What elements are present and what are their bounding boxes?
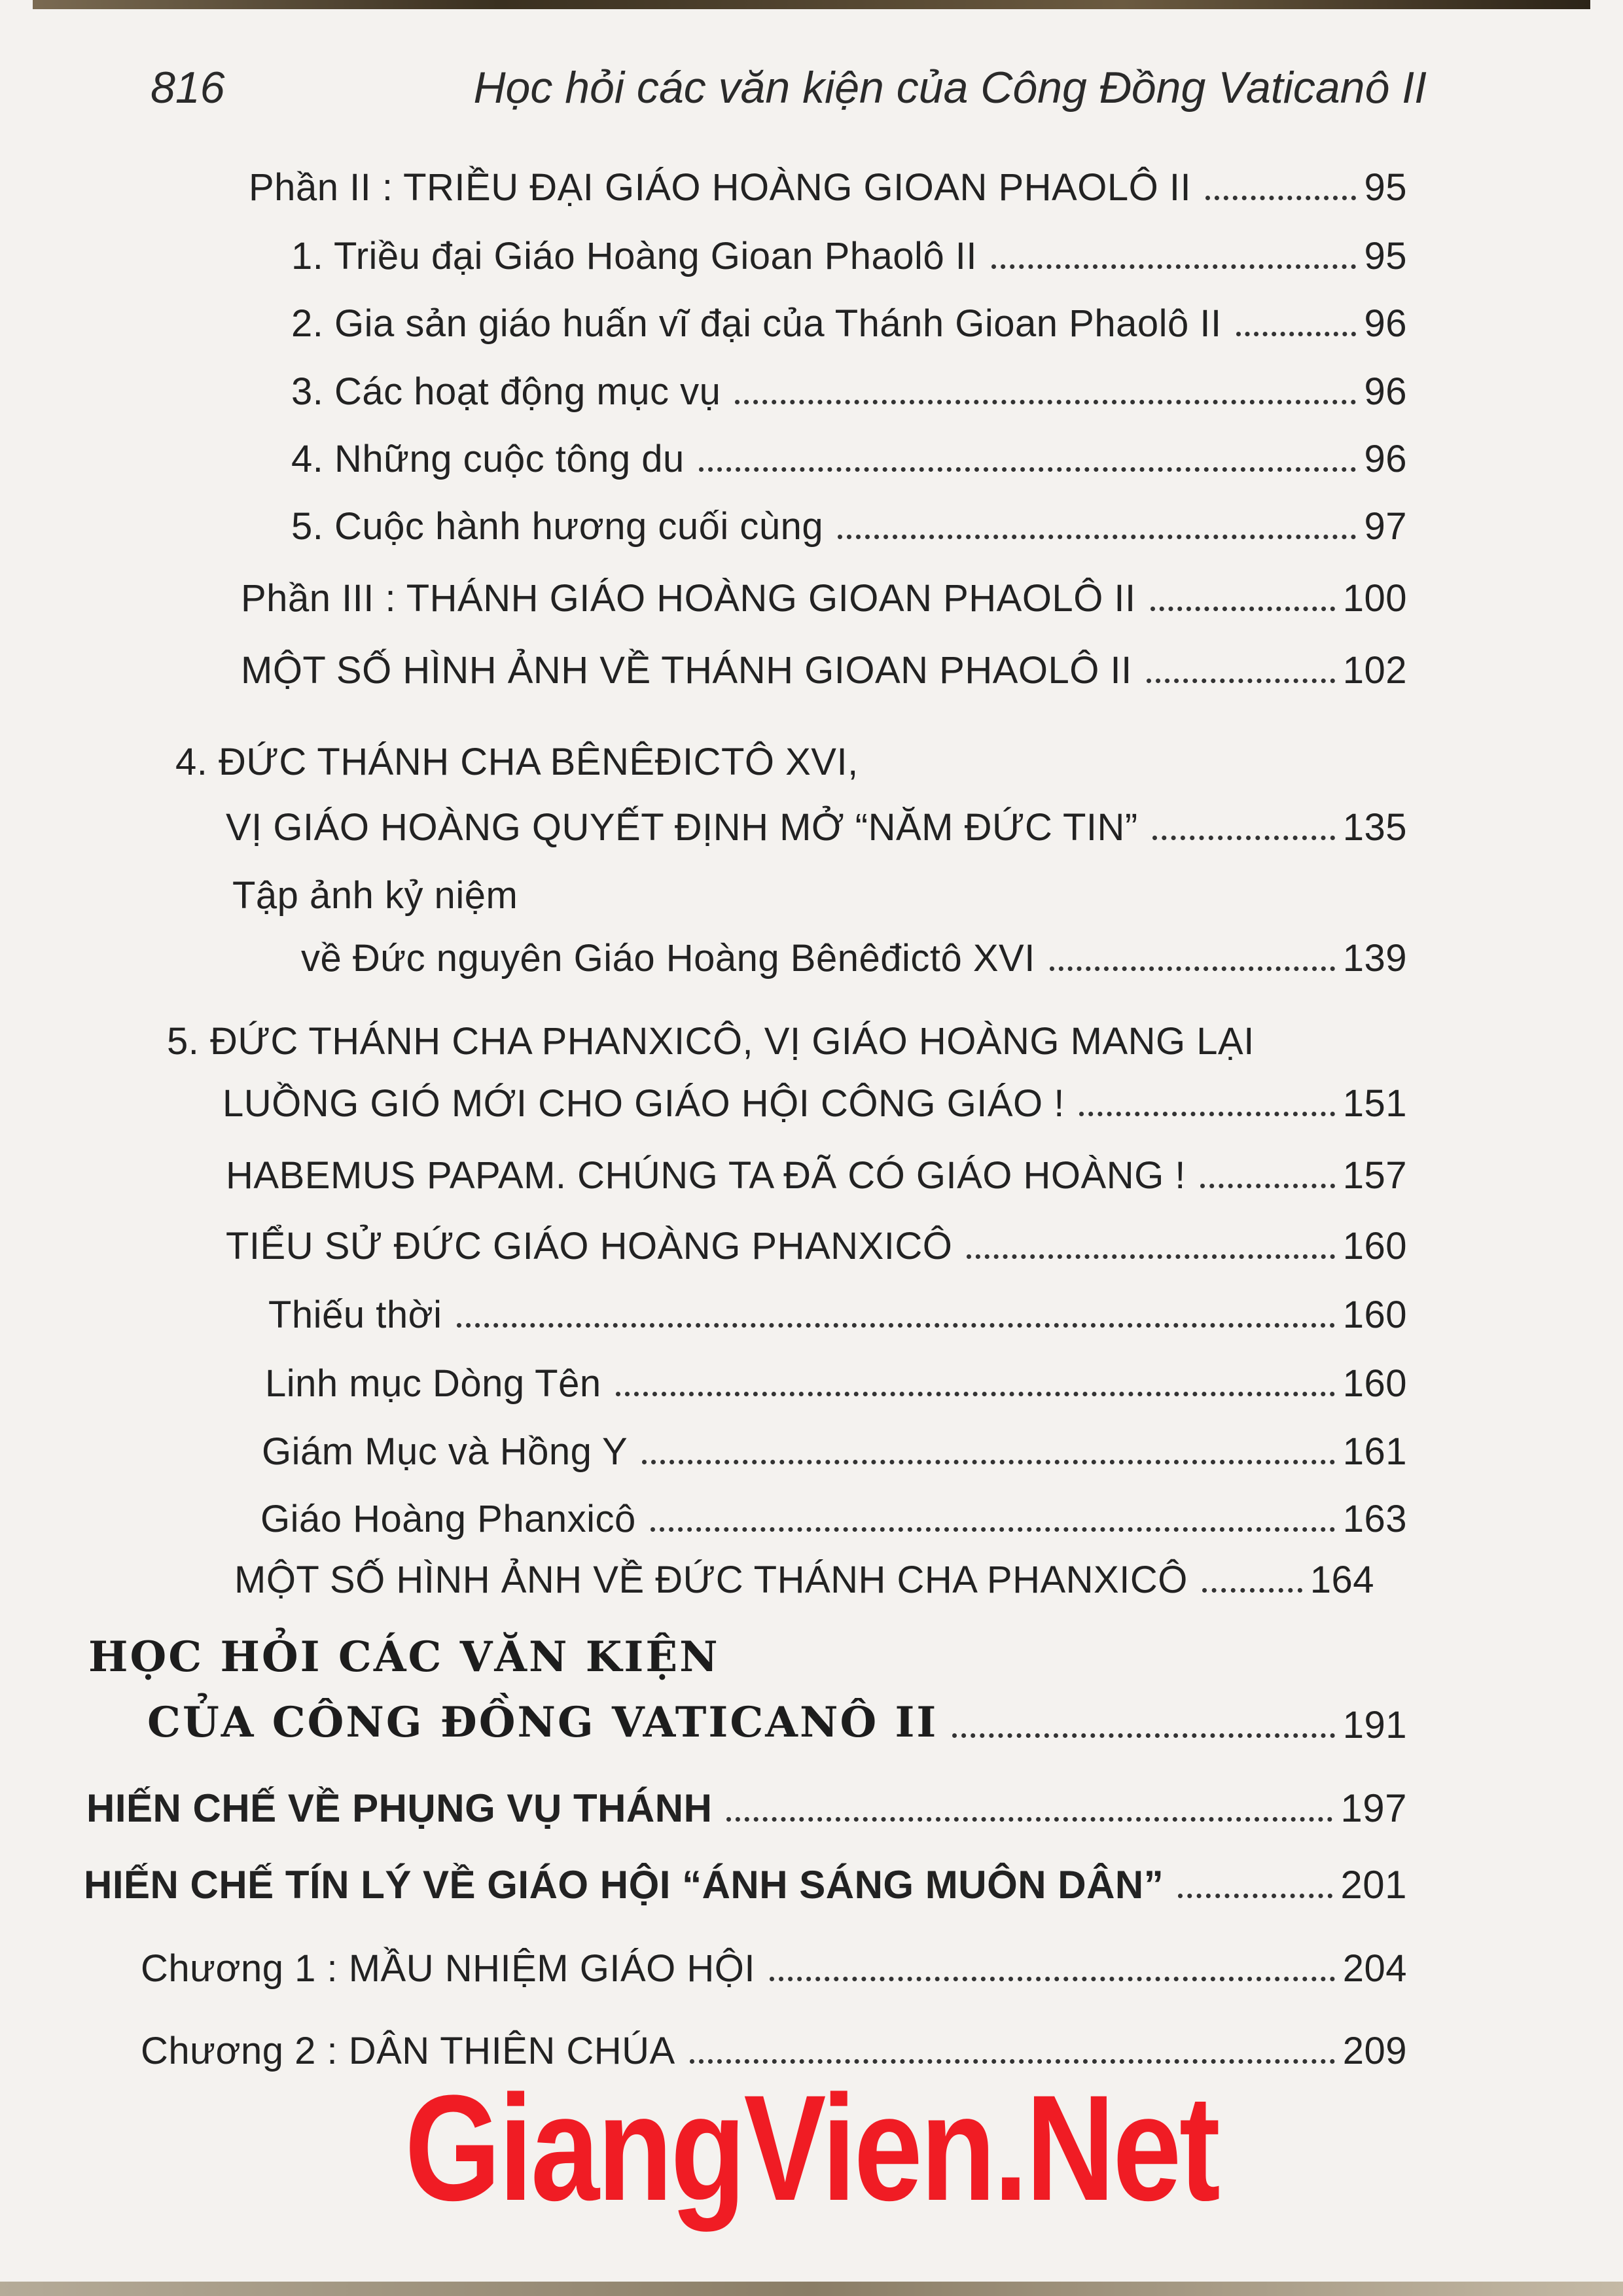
dot-leader: [1150, 607, 1335, 611]
toc-entry: [226, 797, 1407, 849]
toc-entry-page: 201: [1340, 1863, 1407, 1907]
toc-entry-page: 151: [1342, 1082, 1407, 1125]
toc-entry-title: 2. Gia sản giáo huấn vĩ đại của Thánh Gioan Phaolô II: [291, 302, 1222, 345]
toc-entry: [175, 732, 1407, 784]
toc-entry-title: 4. Những cuộc tông du: [291, 438, 685, 480]
toc-entry: [226, 1145, 1407, 1197]
dot-leader: [699, 467, 1357, 472]
dot-leader: [991, 264, 1356, 269]
toc-entry-title: LUỒNG GIÓ MỚI CHO GIÁO HỘI CÔNG GIÁO !: [223, 1082, 1065, 1125]
dot-leader: [726, 1817, 1332, 1822]
toc-entry: [232, 865, 1407, 917]
toc-entry-page: 161: [1342, 1430, 1407, 1473]
dot-leader: [457, 1323, 1335, 1328]
toc-entry-title: về Đức nguyên Giáo Hoàng Bênêđictô XVI: [301, 937, 1035, 980]
toc-entry-title: TIỂU SỬ ĐỨC GIÁO HOÀNG PHANXICÔ: [226, 1225, 953, 1267]
page-number: 816: [151, 63, 225, 113]
toc-entry: [291, 361, 1407, 414]
dot-leader: [1200, 1184, 1335, 1188]
toc-entry: [301, 928, 1407, 980]
toc-entry-title: Thiếu thời: [268, 1294, 442, 1336]
toc-entry-page: 135: [1342, 806, 1407, 849]
page-bottom-edge: [0, 2282, 1623, 2296]
dot-leader: [770, 1977, 1335, 1981]
toc-entry-page: 100: [1342, 577, 1407, 620]
toc-entry-title: 3. Các hoạt động mục vụ: [291, 370, 721, 413]
toc-entry: [141, 1938, 1407, 1990]
toc-entry: [241, 640, 1407, 692]
dot-leader: [1147, 679, 1335, 683]
toc-entry-title: 5. ĐỨC THÁNH CHA PHANXICÔ, VỊ GIÁO HOÀNG MANG LẠI: [167, 1020, 1255, 1063]
toc-entry-title: Tập ảnh kỷ niệm: [232, 874, 518, 917]
toc-entry: [265, 1353, 1407, 1405]
toc-entry: [226, 1216, 1407, 1268]
toc-entry-page: 209: [1342, 2030, 1407, 2072]
toc-entry-title: MỘT SỐ HÌNH ẢNH VỀ ĐỨC THÁNH CHA PHANXICÔ: [234, 1559, 1188, 1601]
toc-entry-title: HIẾN CHẾ TÍN LÝ VỀ GIÁO HỘI “ÁNH SÁNG MUÔN DÂN”: [84, 1863, 1164, 1907]
dot-leader: [1050, 966, 1335, 971]
dot-leader: [616, 1392, 1335, 1396]
toc-entry: [291, 293, 1407, 345]
toc-entry-page: 95: [1364, 235, 1407, 277]
toc-entry-page: 204: [1342, 1947, 1407, 1990]
dot-leader: [1202, 1588, 1302, 1593]
dot-leader: [1152, 836, 1335, 840]
toc-entry-title: Chương 2 : DÂN THIÊN CHÚA: [141, 2030, 675, 2072]
toc-entry-title: Linh mục Dòng Tên: [265, 1362, 601, 1405]
toc-entry: [249, 157, 1407, 209]
toc-entry: [223, 1073, 1407, 1125]
dot-leader: [735, 400, 1356, 404]
toc-entry-page: 96: [1364, 370, 1407, 413]
toc-entry: [268, 1284, 1407, 1337]
toc-entry-title: CỦA CÔNG ĐỒNG VATICANÔ II: [147, 1698, 938, 1747]
toc-entry-page: 96: [1364, 302, 1407, 345]
toc-entry-title: Giám Mục và Hồng Y: [262, 1430, 628, 1473]
toc-entry-page: 160: [1342, 1294, 1407, 1336]
toc-entry-page: 157: [1342, 1154, 1407, 1197]
toc-entry: [291, 496, 1407, 548]
page-top-edge: [33, 0, 1590, 9]
toc-entry-page: 191: [1342, 1704, 1407, 1746]
dot-leader: [1236, 332, 1357, 336]
section-heading: HỌC HỎI CÁC VĂN KIỆN: [88, 1633, 720, 1682]
toc-entry: [241, 568, 1407, 620]
toc-entry: [147, 1695, 1407, 1747]
toc-entry-title: VỊ GIÁO HOÀNG QUYẾT ĐỊNH MỞ “NĂM ĐỨC TIN”: [226, 806, 1138, 849]
toc-entry: [291, 226, 1407, 278]
toc-entry-page: 96: [1364, 438, 1407, 480]
dot-leader: [1079, 1112, 1335, 1116]
toc-entry-title: 1. Triều đại Giáo Hoàng Gioan Phaolô II: [291, 235, 978, 277]
toc-entry-page: 164: [1310, 1559, 1374, 1601]
toc-entry: [84, 1855, 1407, 1907]
toc-entry: [260, 1489, 1407, 1541]
toc-entry-title: HABEMUS PAPAM. CHÚNG TA ĐÃ CÓ GIÁO HOÀNG !: [226, 1154, 1186, 1197]
running-title: Học hỏi các văn kiện của Công Đồng Vaticanô II: [473, 63, 1427, 113]
dot-leader: [1205, 196, 1356, 200]
toc-entry: [167, 1011, 1407, 1063]
dot-leader: [642, 1460, 1335, 1464]
toc-entry-title: Chương 1 : MẦU NHIỆM GIÁO HỘI: [141, 1947, 755, 1990]
toc-entry: [234, 1549, 1374, 1602]
dot-leader: [1178, 1894, 1332, 1898]
toc-entry-title: 5. Cuộc hành hương cuối cùng: [291, 505, 824, 548]
toc-entry-title: HIẾN CHẾ VỀ PHỤNG VỤ THÁNH: [86, 1786, 713, 1830]
toc-entry-title: Giáo Hoàng Phanxicô: [260, 1498, 636, 1540]
toc-entry: [291, 429, 1407, 481]
toc-entry-page: 160: [1342, 1225, 1407, 1267]
toc-entry-title: 4. ĐỨC THÁNH CHA BÊNÊĐICTÔ XVI,: [175, 741, 859, 783]
dot-leader: [967, 1254, 1334, 1259]
toc-entry-page: 197: [1340, 1786, 1407, 1830]
toc-entry-title: Phần III : THÁNH GIÁO HOÀNG GIOAN PHAOLÔ II: [241, 577, 1136, 620]
toc-entry-page: 95: [1364, 166, 1407, 209]
toc-entry-page: 160: [1342, 1362, 1407, 1405]
watermark-logo: GiangVien.Net: [404, 2064, 1219, 2232]
toc-entry-title: MỘT SỐ HÌNH ẢNH VỀ THÁNH GIOAN PHAOLÔ II: [241, 649, 1132, 692]
toc-entry-page: 163: [1342, 1498, 1407, 1540]
dot-leader: [651, 1527, 1335, 1532]
toc-entry-page: 102: [1342, 649, 1407, 692]
toc-entry: [86, 1778, 1407, 1831]
toc-entry-title: Phần II : TRIỀU ĐẠI GIÁO HOÀNG GIOAN PHAOLÔ II: [249, 166, 1192, 209]
dot-leader: [838, 535, 1356, 539]
toc-entry-page: 97: [1364, 505, 1407, 548]
dot-leader: [952, 1733, 1334, 1738]
page-header: [151, 62, 1427, 121]
toc-entry-page: 139: [1342, 937, 1407, 980]
toc-entry: [262, 1421, 1407, 1474]
